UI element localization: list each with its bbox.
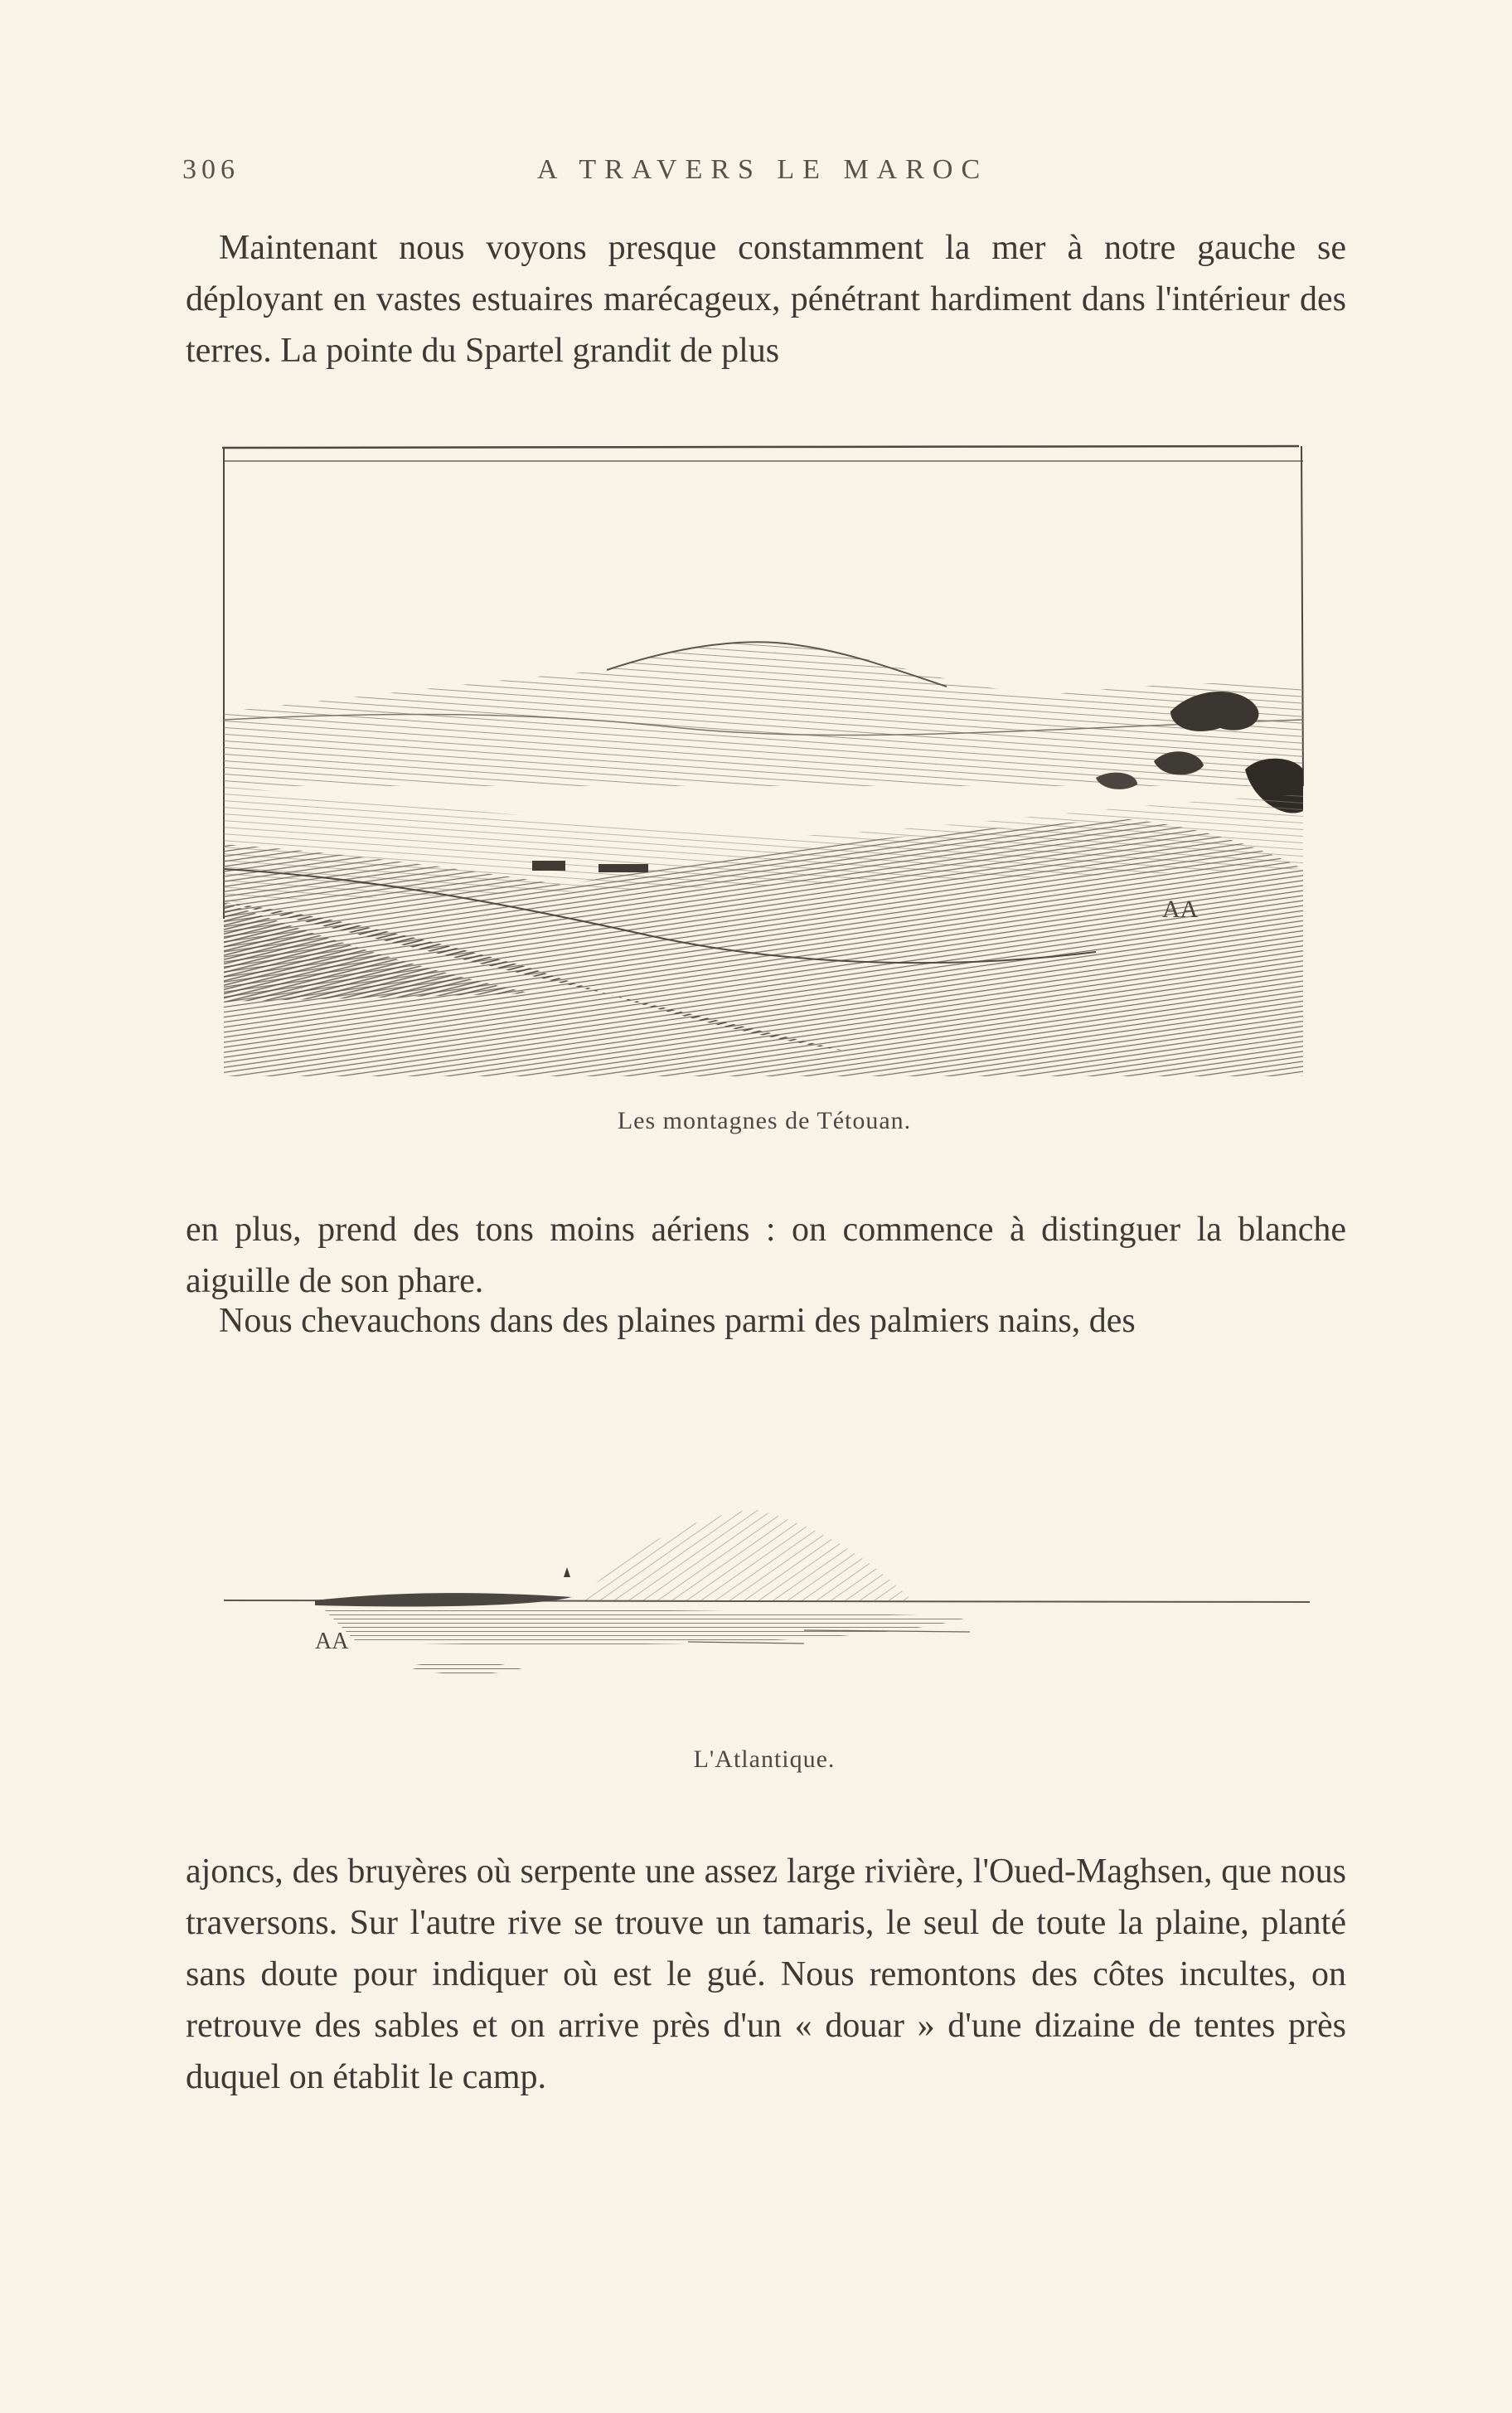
running-title: A TRAVERS LE MAROC: [536, 154, 989, 185]
artist-monogram: AA: [1162, 896, 1199, 923]
page-header: [182, 154, 1343, 196]
paragraph-text: en plus, prend des tons moins aériens : on commence à distinguer la blanche aiguille de son phare.: [186, 1211, 1346, 1300]
paragraph: [186, 1846, 1346, 2103]
engraving-mountains-illustration: [217, 438, 1311, 1076]
paragraph-text: ajoncs, des bruyères où serpente une assez large rivière, l'Oued-Maghsen, que nous traversons. Sur l'autre rive se trouve un tamaris, le seul de toute la plaine, planté sans doute pour indiquer où est le gué. Nous remontons des côtes incultes, on retrouve des sables et on arrive près d'un « douar » d'une dizaine de tentes près duquel on établit le camp.: [186, 1852, 1346, 2096]
figure-caption: Les montagnes de Tétouan.: [617, 1107, 912, 1134]
engraving-tetouan-mountains: [217, 438, 1311, 1076]
artist-monogram: AA: [315, 1629, 349, 1654]
paragraph-text: Nous chevauchons dans des plaines parmi des palmiers nains, des: [219, 1302, 1136, 1340]
paragraph: [186, 1204, 1346, 1307]
paragraph: [186, 222, 1346, 376]
engraving-atlantic-illustration: [224, 1484, 1318, 1733]
paragraph-text: Maintenant nous voyons presque constamment la mer à notre gauche se déployant en vastes estuaires marécageux, pénétrant hardiment dans l'intérieur des terres. La pointe du Spartel grandit de plus: [186, 229, 1346, 370]
figure-caption: L'Atlantique.: [693, 1745, 836, 1773]
engraving-atlantic: [224, 1484, 1318, 1766]
paragraph: [186, 1295, 1346, 1347]
page-number: 306: [182, 154, 240, 185]
